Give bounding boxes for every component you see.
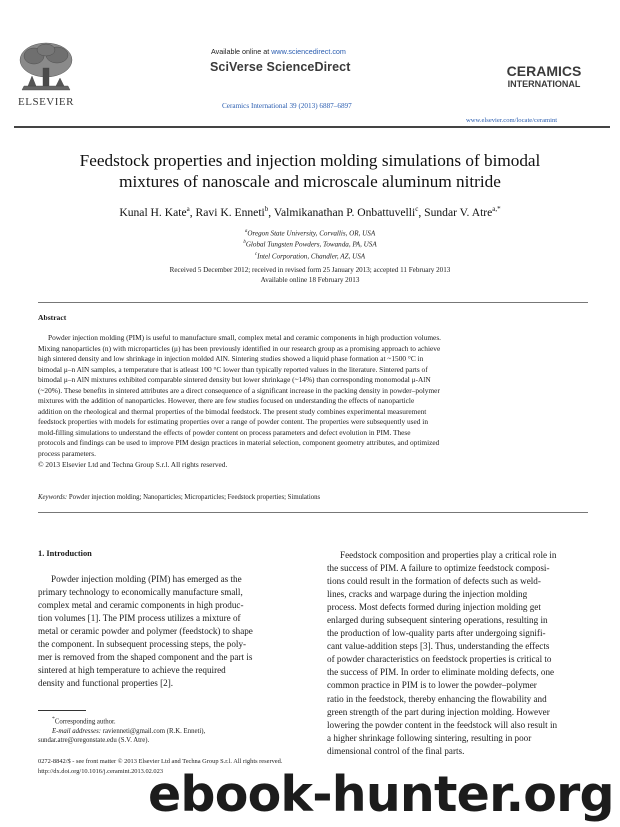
body-line: of powder characteristics on feedstock properties is critical to [327,654,552,665]
abstract-body [38,333,588,470]
body-line: dimensional control of the final parts. [327,745,465,756]
abstract-line: high sintered density and low shrinkage in injection molded AlN. Sintering studies showed a liquid phase formation at ~1500 °C in [38,354,424,364]
body-line: sintered at high temperature to achieve the required [38,665,226,676]
affiliation-b: $^b$Global Tungsten Powders, Towanda, PA, USA [243,240,377,249]
title-line-2: mixtures of nanoscale and microscale aluminum nitride [119,172,501,191]
journal-logo [484,64,604,90]
left-column [38,573,298,690]
section-heading-introduction: 1. Introduction [38,549,92,558]
body-line: the component. In subsequent processing steps, the poly- [38,639,247,650]
corresponding-author-note: *Corresponding author. [52,716,116,726]
body-line: tion volumes [1]. The PIM process utilizes a mixture of [38,613,241,624]
received-dates: Received 5 December 2012; received in revised form 25 January 2013; accepted 11 February 2013 [169,266,451,274]
body-line: complex metal and ceramic components in high produc- [38,600,244,611]
abstract-line: bimodal μ–n AlN samples, a temperature that is atleast 100 °C lower than typically reported values in the literature. Sintered parts of [38,364,428,374]
publisher-wordmark: ELSEVIER [18,96,74,108]
body-line: process. Most defects formed during injection molding get [327,602,541,613]
body-line: mer is removed from the shaped component and the part is [38,652,253,663]
elsevier-tree-logo [14,40,78,94]
body-line: cant value-addition steps [3]. Thus, understanding the effects [327,641,550,652]
author-2[interactable]: Ravi K. Enneti$^b$ [195,205,269,219]
availability-prefix: Available online at [211,47,272,56]
platform-brand: SciVerse ScienceDirect [210,60,351,74]
author-list: Kunal H. Kate$^a$, Ravi K. Enneti$^b$, Valmikanathan P. Onbattuvelli$^c$, Sundar V. Atre$^{a,*}$ [119,205,501,219]
email-atre[interactable]: sundar.atre@oregonstate.edu (S.V. Atre). [38,737,150,745]
footnote-rule [38,710,86,711]
keywords-text: Powder injection molding; Nanoparticles; Microparticles; Feedstock properties; Simulations [68,494,321,501]
body-line: the success of PIM. A failure to optimize feedstock composi- [327,563,550,574]
body-line: a higher shrinkage following sintering, resulting in poor [327,732,532,743]
watermark-text: ebook-hunter.org [148,766,614,823]
abstract-line: bimodal μ–n AlN mixtures exhibited comparable sintered density but lower shrinkage (~14%) than corresponding monomodal μ-AlN [38,375,431,385]
abstract-line: Powder injection molding (PIM) is useful to manufacture small, complex metal and ceramic components in high production volumes. [48,333,442,342]
article-title [20,150,600,192]
abstract-top-rule [38,302,588,303]
affiliation-c: $^c$Intel Corporation, Chandler, AZ, USA [254,251,366,261]
keywords-label: Keywords: [38,494,68,501]
article-history [20,265,600,285]
body-line: tions could result in the formation of defects such as weld- [327,576,541,587]
keywords [38,494,588,501]
abstract-line: mold-filling simulations to understand the effects of powder content on process parameters and defect evolution in PIM. These [38,427,411,437]
body-line: ratio in the feedstock, thereby enhancing the flowability and [327,693,547,704]
right-column [327,549,587,758]
title-line-1: Feedstock properties and injection molding simulations of bimodal [79,151,541,170]
body-line: Feedstock composition and properties play a critical role in [340,550,557,560]
sciencedirect-link[interactable]: www.sciencedirect.com [271,47,346,56]
abstract-line: protocols and findings can be used to improve PIM design practices in material selection, component geometry attributes, and optimized [38,438,440,448]
body-line: enlarged during subsequent sintering operations, resulting in [327,615,548,626]
abstract-line: addition on the rheological and thermal properties of the bimodal feedstock. The present study combines experimental measurement [38,406,427,416]
body-line: common practice in PIM is to lower the powder–polymer [327,680,537,691]
author-3[interactable]: Valmikanathan P. Onbattuvelli$^c$ [273,205,419,219]
journal-reference[interactable]: Ceramics International 39 (2013) 6887–6897 [222,102,352,110]
author-1[interactable]: Kunal H. Kate$^a$ [119,205,190,219]
abstract-line: feedstock properties with models for estimating properties over a range of powder content. The properties were subsequently used in [38,417,428,427]
affiliations [20,227,600,261]
journal-name-line2: INTERNATIONAL [507,79,581,89]
body-line: lines, cracks and warpage during the injection molding [327,589,528,600]
abstract-copyright: © 2013 Elsevier Ltd and Techna Group S.r.l. All rights reserved. [38,459,228,469]
footnote [38,715,308,745]
abstract-line: Mixing nanoparticles (n) with microparticles (μ) has been previously identified in our research group as a promising approach to achieve [38,343,441,353]
header-rule [14,126,610,128]
abstract-line: (~20%). These benefits in sintered attributes are a direct consequence of a significant increase in the packing density in powder–polymer [38,385,440,395]
body-line: Powder injection molding (PIM) has emerged as the [51,574,242,584]
body-line: density and functional properties [2]. [38,678,174,689]
availability-line [211,47,346,56]
abstract-heading: Abstract [38,313,67,322]
body-line: the production of low-quality parts after undergoing signifi- [327,628,546,639]
abstract-line: process parameters. [38,449,96,459]
author-4[interactable]: Sundar V. Atre$^{a,*}$ [424,205,501,219]
doi-link[interactable]: http://dx.doi.org/10.1016/j.ceramint.2013.02.023 [38,768,164,775]
body-line: lowering the powder content in the feedstock will also result in [327,719,558,730]
body-line: the success of PIM. In order to eliminate molding defects, one [327,667,555,678]
abstract-bottom-rule [38,512,588,513]
body-line: primary technology to economically manufacture small, [38,587,243,598]
available-online-date: Available online 18 February 2013 [260,276,360,284]
issn-line: 0272-8842/$ - see front matter © 2013 Elsevier Ltd and Techna Group S.r.l. All rights reserved. [38,758,283,765]
email-addresses: E-mail addresses: ravienneti@gmail.com (R.K. Enneti), [52,727,206,735]
body-line: metal or ceramic powder and polymer (feedstock) to shape [38,626,253,637]
journal-url-link[interactable]: www.elsevier.com/locate/ceramint [466,117,558,124]
journal-name-line1: CERAMICS [506,63,582,79]
affiliation-a: $^a$Oregon State University, Corvallis, OR, USA [244,229,376,238]
abstract-line: mixtures with the addition of nanoparticles. However, there are few studies focused on understanding the effects of nanoparticle [38,396,415,406]
body-line: green strength of the part during injection molding. However [327,706,550,717]
email-enneti[interactable]: ravienneti@gmail.com (R.K. Enneti), [102,727,206,735]
